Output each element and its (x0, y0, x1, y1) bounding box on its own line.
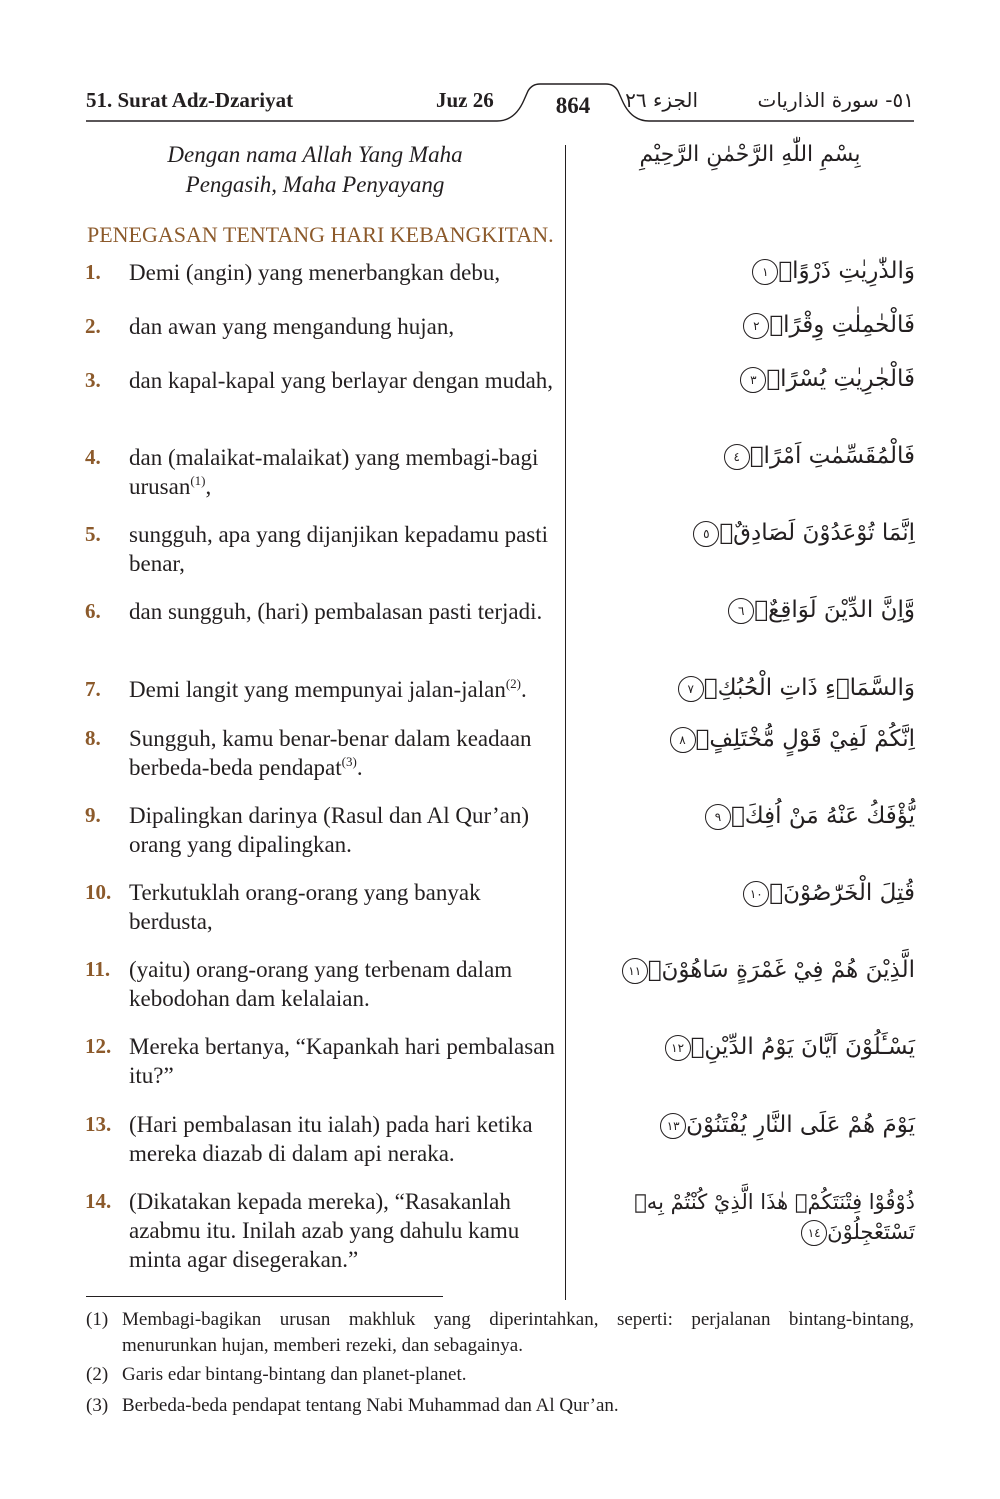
verse-translation (129, 312, 559, 341)
verse-arabic-text: قُتِلَ الْخَرّٰصُوْنَۙ (769, 880, 915, 906)
verse-translation (129, 955, 559, 1013)
basmala-translation (100, 140, 530, 200)
verse-number: 10. (85, 880, 112, 904)
verse-translation-text: Dipalingkan darinya (Rasul dan Al Qur’an) orang yang dipalingkan. (129, 803, 530, 857)
column-divider (565, 145, 566, 1300)
verse-translation (129, 520, 559, 578)
verse-arabic (585, 955, 915, 985)
verse-translation (129, 366, 559, 395)
verse-arabic-text: اِنَّمَا تُوْعَدُوْنَ لَصَادِقٌۙ (719, 520, 915, 546)
basmala-translation-line: Dengan nama Allah Yang Maha (167, 142, 463, 167)
verse-translation-text: Mereka bertanya, “Kapankah hari pembalasan itu?” (129, 1034, 555, 1088)
footnote-number: (3) (86, 1395, 109, 1416)
footnote-text: Garis edar bintang-bintang dan planet-planet. (122, 1364, 467, 1385)
verse-translation-text: Terkutuklah orang-orang yang banyak berdusta, (129, 880, 481, 934)
footnote (86, 1307, 914, 1359)
verse-translation (129, 1187, 559, 1274)
verse-arabic-text: فَالْحٰمِلٰتِ وِقْرًاۙ (769, 312, 915, 338)
verse-number: 12. (85, 1034, 112, 1058)
verse-translation-punct: , (205, 474, 212, 499)
verse-translation-punct: . (521, 677, 527, 702)
footnote-reference: (2) (505, 676, 521, 691)
header-rule (0, 0, 1000, 140)
section-heading: PENEGASAN TENTANG HARI KEBANGKITAN. (87, 222, 554, 247)
basmala-translation-line: Pengasih, Maha Penyayang (185, 172, 445, 197)
verse-arabic (585, 878, 915, 908)
verse-arabic-text: يَوْمَ هُمْ عَلَى النَّارِ يُفْتَنُوْنَ (686, 1112, 915, 1138)
verse-translation (129, 1032, 559, 1090)
verse-translation (129, 1110, 559, 1168)
verse-translation-text: dan awan yang mengandung hujan, (129, 314, 455, 339)
ayah-number-marker: ١١ (622, 958, 648, 984)
verse-arabic-text: ذُوْقُوْا فِتْنَتَكُمْۗ هٰذَا الَّذِيْ كُنْتُمْ بِهٖ تَسْتَعْجِلُوْنَ (634, 1190, 915, 1244)
surah-title-arabic: ٥١- سورة الذاريات (757, 88, 914, 112)
verse-translation (129, 878, 559, 936)
juz-label-arabic: الجزء ٢٦ (625, 88, 698, 112)
verse-arabic (585, 256, 915, 286)
verse-number: 9. (85, 803, 101, 827)
verse-translation-text: dan sungguh, (hari) pembalasan pasti terjadi. (129, 599, 543, 624)
verse-number: 6. (85, 599, 101, 623)
verse-arabic (585, 441, 915, 471)
verse-arabic (585, 673, 915, 703)
ayah-number-marker: ٣ (740, 367, 766, 393)
verse-translation (129, 443, 559, 501)
ayah-number-marker: ١٤ (801, 1220, 827, 1246)
verse-number: 4. (85, 445, 101, 469)
verse-arabic (585, 1110, 915, 1140)
verse-arabic (585, 801, 915, 831)
page-number: 864 (555, 93, 591, 118)
footnote-text: Berbeda-beda pendapat tentang Nabi Muhammad dan Al Qur’an. (122, 1395, 619, 1416)
ayah-number-marker: ٥ (693, 521, 719, 547)
verse-number: 1. (85, 260, 101, 284)
verse-translation (129, 724, 559, 782)
verse-translation (129, 675, 559, 704)
juz-label-latin: Juz 26 (436, 88, 494, 112)
verse-number: 2. (85, 314, 101, 338)
verse-translation-text: Demi langit yang mempunyai jalan-jalan (129, 677, 506, 702)
footnote-separator (86, 1296, 443, 1297)
verse-number: 3. (85, 368, 101, 392)
ayah-number-marker: ٤ (724, 444, 750, 470)
verse-translation-text: (yaitu) orang-orang yang terbenam dalam kebodohan dam kelalaian. (129, 957, 513, 1011)
ayah-number-marker: ٢ (743, 313, 769, 339)
ayah-number-marker: ٧ (678, 676, 704, 702)
ayah-number-marker: ١٠ (743, 881, 769, 907)
verse-translation-text: sungguh, apa yang dijanjikan kepadamu pasti benar, (129, 522, 549, 576)
footnote-reference: (1) (190, 473, 206, 488)
footnote (86, 1362, 914, 1388)
verse-arabic (585, 310, 915, 340)
verse-translation (129, 258, 559, 287)
footnote-text: Membagi-bagikan urusan makhluk yang diperintahkan, seperti: perjalanan bintang-bintang, menurunkan hujan, memberi rezeki, dan sebagainya. (122, 1309, 914, 1356)
footnote-number: (1) (86, 1309, 109, 1330)
verse-translation-punct: . (356, 755, 363, 780)
surah-title-latin: 51. Surat Adz-Dzariyat (86, 88, 294, 112)
verse-translation-text: Sungguh, kamu benar-benar dalam keadaan berbeda-beda pendapat (129, 726, 532, 780)
verse-arabic-text: اِنَّكُمْ لَفِيْ قَوْلٍ مُّخْتَلِفٍۙ (695, 726, 915, 752)
verse-translation (129, 597, 559, 626)
verse-arabic (585, 724, 915, 754)
verse-arabic (570, 1187, 915, 1247)
footnote (86, 1393, 914, 1419)
verse-arabic-text: الَّذِيْنَ هُمْ فِيْ غَمْرَةٍ سَاهُوْنَۙ (647, 957, 915, 983)
footnote-reference: (3) (341, 754, 357, 769)
ayah-number-marker: ٨ (670, 727, 696, 753)
verse-arabic-text: وَالذّٰرِيٰتِ ذَرْوًاۙ (778, 258, 915, 284)
verse-arabic (585, 595, 915, 625)
verse-number: 5. (85, 522, 101, 546)
verse-translation-text: (Hari pembalasan itu ialah) pada hari ketika mereka diazab di dalam api neraka. (129, 1112, 533, 1166)
verse-number: 14. (85, 1189, 112, 1213)
ayah-number-marker: ٦ (728, 598, 754, 624)
verse-arabic-text: فَالْمُقَسِّمٰتِ اَمْرًاۙ (749, 443, 915, 469)
footnote-number: (2) (86, 1364, 109, 1385)
verse-translation-text: Demi (angin) yang menerbangkan debu, (129, 260, 501, 285)
verse-arabic (585, 364, 915, 394)
verse-arabic-text: يَسْـَٔلُوْنَ اَيَّانَ يَوْمُ الدِّيْنِۗ (690, 1034, 915, 1060)
basmala-arabic: بِسْمِ اللّٰهِ الرَّحْمٰنِ الرَّحِيْمِ (639, 142, 861, 167)
ayah-number-marker: ١ (752, 259, 778, 285)
verse-number: 8. (85, 726, 101, 750)
verse-arabic-text: فَالْجٰرِيٰتِ يُسْرًاۙ (766, 366, 915, 392)
verse-arabic-text: وَالسَّمَاۤءِ ذَاتِ الْحُبُكِۙ (703, 675, 915, 701)
verse-translation-text: (Dikatakan kepada mereka), “Rasakanlah azabmu itu. Inilah azab yang dahulu kamu minta agar disegerakan.” (129, 1189, 520, 1272)
verse-number: 11. (85, 957, 111, 981)
verse-number: 13. (85, 1112, 112, 1136)
verse-arabic (585, 518, 915, 548)
ayah-number-marker: ٩ (705, 804, 731, 830)
verse-number: 7. (85, 677, 101, 701)
verse-translation-text: dan (malaikat-malaikat) yang membagi-bagi urusan (129, 445, 539, 499)
verse-translation-text: dan kapal-kapal yang berlayar dengan mudah, (129, 368, 554, 393)
verse-arabic-text: يُّؤْفَكُ عَنْهُ مَنْ اُفِكَۗ (731, 803, 915, 829)
ayah-number-marker: ١٢ (665, 1035, 691, 1061)
ayah-number-marker: ١٣ (660, 1113, 686, 1139)
verse-arabic-text: وَّاِنَّ الدِّيْنَ لَوَاقِعٌۗ (754, 597, 915, 623)
verse-arabic (585, 1032, 915, 1062)
verse-translation (129, 801, 559, 859)
